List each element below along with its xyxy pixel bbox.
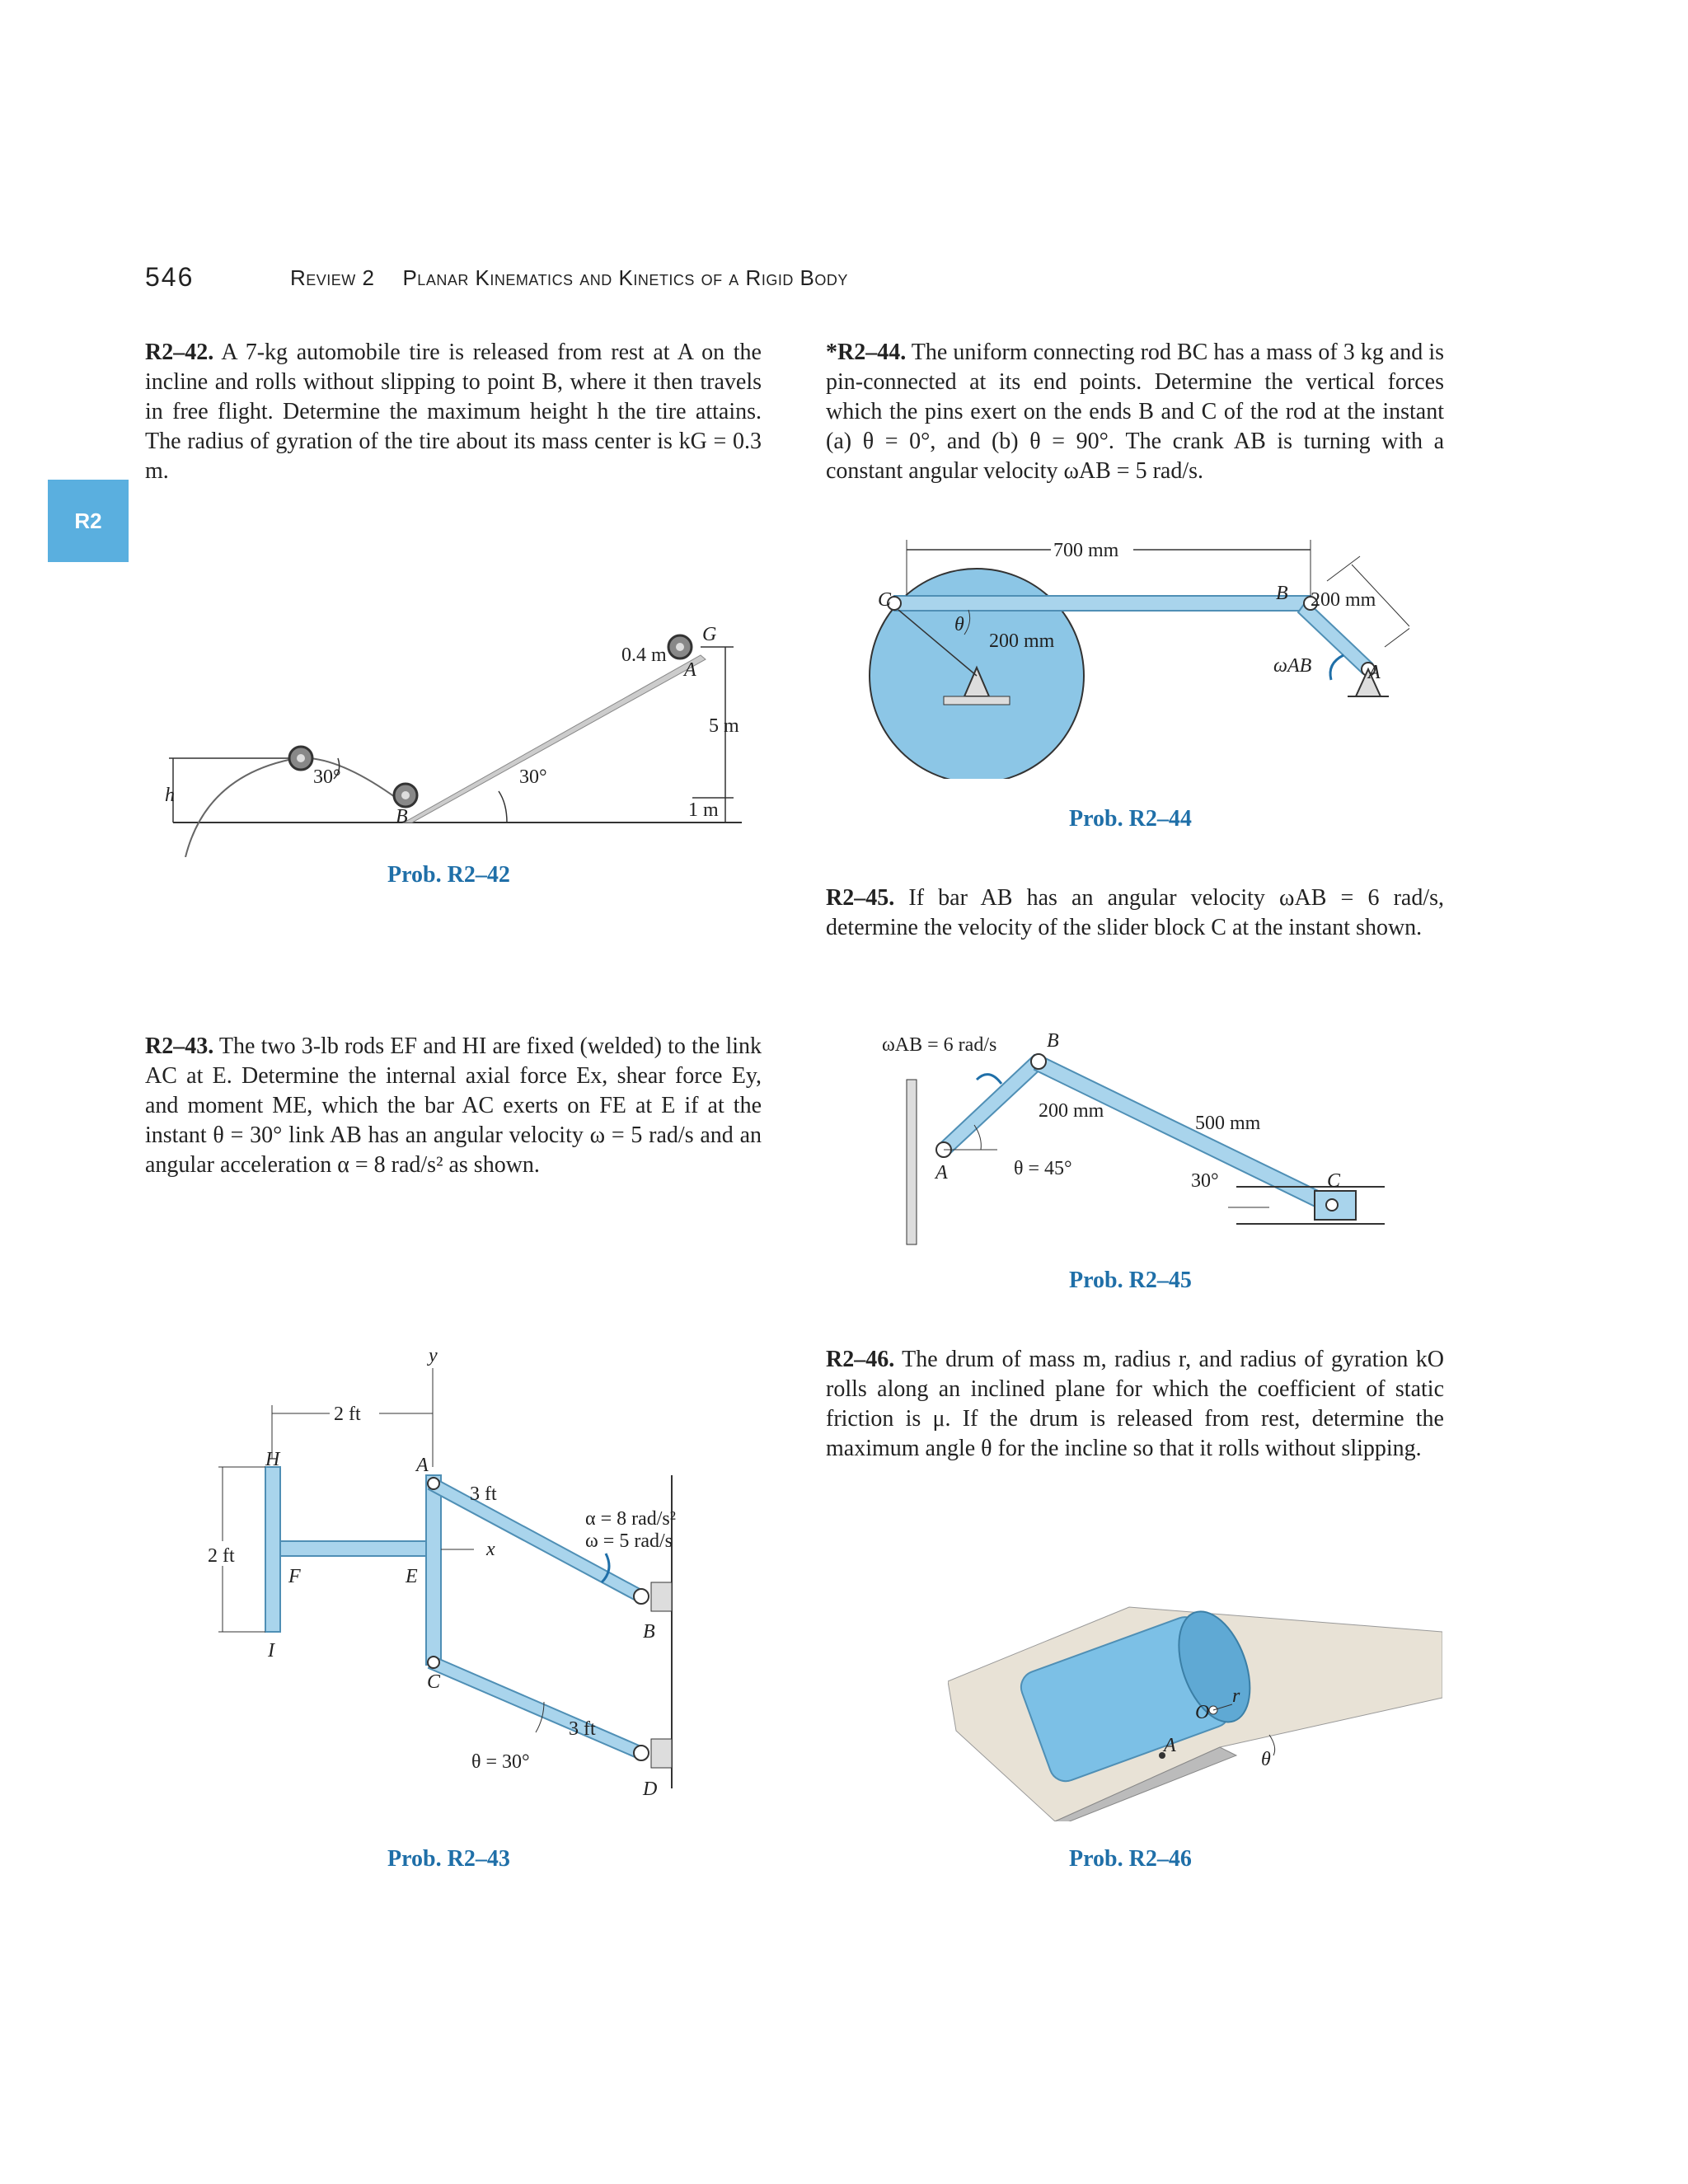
label-F: F [288, 1566, 301, 1587]
label-theta: θ [1261, 1749, 1271, 1770]
label-D: D [643, 1779, 658, 1800]
problem-text: The two 3-lb rods EF and HI are fixed (welded) to the link AC at E. Determine the internal axial force Ex, shear force Ey, and moment ME, which the bar AC exerts on FE at E if at the instant θ = 30° link AB has an angular velocity ω = 5 rad/s and an angular acceleration α = 8 rad/s² as shown. [145, 1033, 762, 1178]
label-O: O [1195, 1702, 1210, 1723]
label-theta: θ [954, 614, 964, 635]
label-G: G [702, 624, 717, 645]
label-B: B [643, 1621, 655, 1643]
label-B: B [396, 806, 408, 827]
problem-r2-44 [826, 338, 1444, 486]
problem-number: R2–46. [826, 1347, 895, 1372]
chapter-tab: R2 [48, 480, 129, 562]
label-r: r [1232, 1685, 1240, 1707]
label-A: A [684, 659, 696, 681]
label-angle: 30° [1191, 1170, 1219, 1192]
label-A: A [1368, 662, 1381, 683]
label-alpha: α = 8 rad/s² [585, 1508, 676, 1530]
label-theta: θ = 45° [1014, 1158, 1072, 1179]
label-omega: ωAB = 6 rad/s [882, 1034, 997, 1056]
label-C: C [427, 1671, 441, 1693]
label-bc: 500 mm [1195, 1113, 1261, 1134]
figure-r2-46 [948, 1549, 1442, 1821]
problem-text: The uniform connecting rod BC has a mass of 3 kg and is pin-connected at its end points. Determine the vertical forces which the pins exert on the ends B and C of the rod at the instant (a) θ = 0°, and (b) θ = 90°. The crank AB is turning with a constant angular velocity ωAB = 5 rad/s. [826, 340, 1444, 484]
caption-r2-45: Prob. R2–45 [1069, 1268, 1192, 1293]
label-angle-incline: 30° [519, 766, 547, 788]
label-ab: 200 mm [1039, 1100, 1104, 1122]
label-B: B [1276, 583, 1288, 604]
label-ab-length: 3 ft [470, 1483, 497, 1505]
problem-number: R2–43. [145, 1033, 214, 1059]
page-number: 546 [145, 262, 195, 292]
problem-number: *R2–44. [826, 340, 907, 365]
label-theta: θ = 30° [471, 1751, 530, 1773]
caption-r2-43: Prob. R2–43 [387, 1846, 510, 1872]
label-A: A [935, 1162, 948, 1183]
running-header-title: Planar Kinematics and Kinetics of a Rigid Body [402, 265, 848, 290]
caption-r2-46: Prob. R2–46 [1069, 1846, 1192, 1872]
label-width-dim: 2 ft [334, 1404, 361, 1425]
label-disk-radius: 200 mm [989, 630, 1055, 652]
label-y: y [429, 1345, 438, 1366]
label-E: E [406, 1566, 418, 1587]
label-height-dim: 2 ft [208, 1545, 235, 1567]
problem-text: A 7-kg automobile tire is released from rest at A on the incline and rolls without slipping to point B, where it then travels in free flight. Determine the maximum height h the tire attains. The radius of gyration of the tire about its mass center is kG = 0.3 m. [145, 340, 762, 484]
figure-r2-42 [148, 610, 758, 857]
label-omega: ω = 5 rad/s [585, 1530, 673, 1552]
label-radius: 0.4 m [621, 644, 667, 666]
label-B: B [1047, 1030, 1059, 1052]
label-angle-launch: 30° [313, 766, 341, 788]
label-A: A [416, 1455, 429, 1476]
problem-r2-45 [826, 883, 1444, 943]
label-cd-length: 3 ft [569, 1718, 596, 1740]
label-C: C [1327, 1170, 1341, 1192]
label-height: 5 m [709, 715, 739, 737]
label-omega: ωAB [1273, 655, 1312, 677]
label-x: x [486, 1539, 495, 1560]
caption-r2-42: Prob. R2–42 [387, 862, 510, 888]
caption-r2-44: Prob. R2–44 [1069, 806, 1192, 832]
label-C: C [878, 589, 892, 611]
label-crank-dim: 200 mm [1311, 589, 1376, 611]
running-header-review: Review 2 [290, 265, 375, 290]
problem-r2-43 [145, 1032, 762, 1180]
problem-text: The drum of mass m, radius r, and radius of gyration kO rolls along an inclined plane for which the coefficient of static friction is μ. If the drum is released from rest, determine the maximum angle θ for the incline so that it rolls without slipping. [826, 1347, 1444, 1461]
problem-r2-46 [826, 1345, 1444, 1464]
figure-r2-44 [865, 532, 1409, 779]
problem-text: If bar AB has an angular velocity ωAB = 6 rad/s, determine the velocity of the slider block C at the instant shown. [826, 885, 1445, 940]
running-header [290, 265, 876, 291]
label-small-height: 1 m [688, 799, 719, 821]
label-top-dim: 700 mm [1053, 540, 1119, 561]
label-H: H [265, 1449, 280, 1470]
problem-number: R2–42. [145, 340, 214, 365]
figure-r2-45 [874, 1022, 1401, 1261]
label-h: h [165, 785, 175, 806]
label-A: A [1164, 1735, 1176, 1756]
problem-number: R2–45. [826, 885, 895, 911]
figure-r2-43 [190, 1343, 717, 1805]
label-I: I [268, 1640, 274, 1661]
problem-r2-42 [145, 338, 762, 486]
